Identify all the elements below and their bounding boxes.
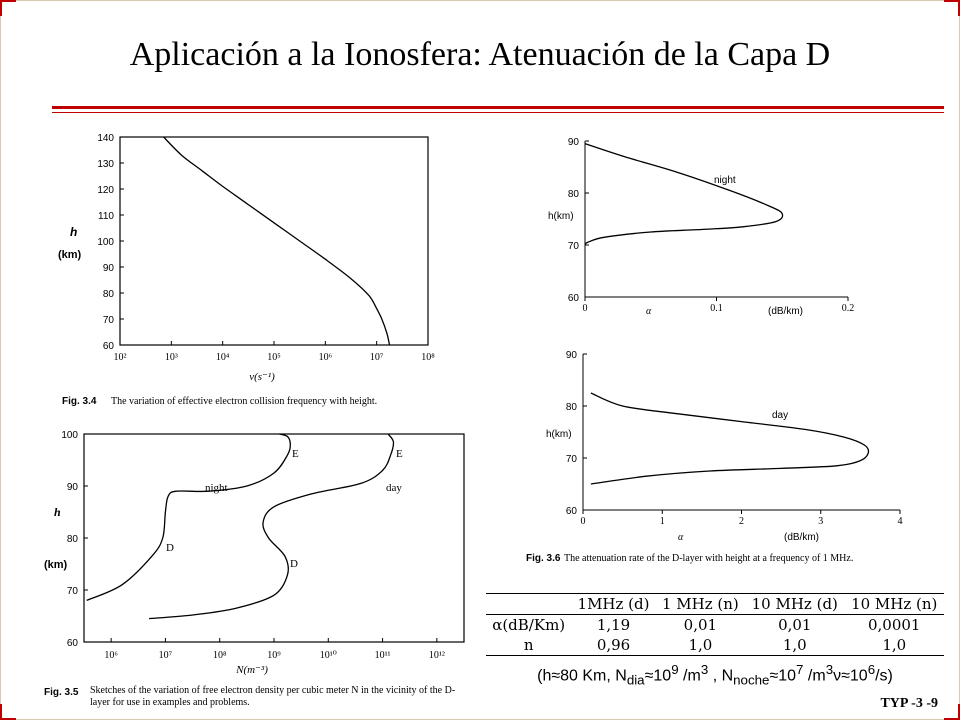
fig35-label-D-left: D — [166, 542, 174, 554]
fig34-y-tick-label: 90 — [102, 263, 114, 274]
table-cell: 0,96 — [571, 635, 655, 656]
fig35-y-tick-label: 70 — [66, 586, 78, 597]
fig34-y-tick-label: 100 — [97, 237, 114, 248]
note-part: ≈10 — [644, 667, 672, 685]
fig36d-series-day-line — [591, 393, 869, 484]
fig35-series-night-line — [87, 434, 291, 600]
note-part: (h≈80 Km, N — [537, 667, 627, 685]
fig35-y-tick-label: 80 — [66, 534, 78, 545]
fig35-plot-frame — [84, 434, 464, 642]
fig34-xlabel: ν(s⁻¹) — [249, 371, 275, 383]
note-sub: noche — [733, 672, 770, 688]
fig35-ylabel: h — [54, 505, 61, 519]
fig34-x-tick-label: 10² — [113, 352, 127, 363]
fig36n-y-tick-label: 90 — [567, 137, 579, 148]
fig34-x-tick-label: 10⁸ — [421, 352, 435, 363]
fig35-y-tick-label: 100 — [61, 430, 78, 441]
fig34-y-tick-label: 70 — [102, 315, 114, 326]
note-sup: 7 — [796, 662, 804, 677]
fig36n-series-label: night — [714, 175, 736, 186]
fig34-y-tick-label: 140 — [97, 133, 114, 144]
fig34-y-tick-label: 80 — [102, 289, 114, 300]
fig35-xlabel: N(m⁻³) — [236, 664, 268, 676]
note-part: , N — [708, 667, 734, 685]
fig34-ylabel-unit: (km) — [58, 249, 82, 261]
fig36n-xlabel: α — [646, 306, 652, 317]
fig-3-4-chart — [40, 122, 460, 412]
fig35-series-day-line — [149, 434, 393, 619]
title-rule — [52, 106, 944, 109]
attenuation-table — [486, 593, 944, 656]
fig34-x-tick-label: 10⁷ — [369, 352, 384, 363]
fig36d-ylabel: h(km) — [546, 429, 572, 440]
table-cell: 0,01 — [683, 616, 718, 634]
fig35-y-tick-label: 60 — [66, 638, 78, 649]
fig36d-y-tick-label: 70 — [565, 454, 577, 465]
fig-3-6-day-chart — [520, 340, 950, 572]
fig34-caption: The variation of effective electron collision frequency with height. — [111, 396, 378, 407]
page-number: TYP -3 -9 — [880, 696, 938, 711]
fig36d-x-tick-label: 4 — [897, 516, 903, 527]
note-part: /m — [678, 667, 701, 685]
fig36n-ylabel: h(km) — [548, 211, 574, 222]
table-header-cell: 1 MHz (n) — [656, 594, 745, 615]
table-cell: α(dB/Km) — [492, 616, 566, 634]
table-header-cell: 10 MHz (d) — [745, 594, 844, 615]
fig34-plot-frame — [120, 137, 428, 345]
fig36d-xunit: (dB/km) — [784, 532, 819, 543]
slide-title: Aplicación a la Ionosfera: Atenuación de la Capa D — [129, 36, 831, 73]
fig34-y-tick-label: 110 — [98, 211, 114, 222]
table-cell: n — [486, 635, 571, 656]
fig36d-y-tick-label: 60 — [565, 506, 577, 517]
fig35-x-tick-label: 10⁶ — [104, 650, 118, 661]
fig36n-y-tick-label: 70 — [567, 241, 579, 252]
fig36n-y-tick-label: 60 — [567, 293, 579, 304]
fig36d-series-label: day — [772, 410, 789, 421]
note-sup: 9 — [671, 662, 679, 677]
fig35-x-tick-label: 10¹² — [428, 650, 445, 661]
fig36d-x-tick-label: 2 — [739, 516, 744, 527]
fig36-caption: The attenuation rate of the D-layer with height at a frequency of 1 MHz. — [564, 553, 854, 564]
note-sup: 6 — [867, 662, 876, 677]
fig35-x-tick-label: 10⁹ — [267, 650, 281, 661]
fig34-ylabel: h — [70, 225, 78, 239]
table-header-row — [486, 594, 944, 615]
table-row — [486, 615, 944, 636]
note-sup: 3 — [825, 662, 834, 677]
fig36n-y-tick-label: 80 — [567, 189, 579, 200]
corner-mark-tl — [0, 0, 16, 16]
table-header-cell: 1MHz (d) — [571, 594, 655, 615]
fig35-label-D-right: D — [290, 558, 298, 570]
table-cell: 1,0 — [656, 635, 745, 656]
fig36d-y-tick-label: 80 — [565, 402, 577, 413]
fig35-x-tick-label: 10¹⁰ — [319, 650, 337, 661]
table-cell: 0,0001 — [867, 616, 921, 634]
fig34-x-tick-label: 10⁶ — [318, 352, 333, 363]
note-part: ν≈10 — [833, 667, 868, 685]
table-cell: 1,19 — [596, 616, 631, 634]
fig34-y-tick-label: 120 — [97, 185, 114, 196]
fig36n-x-tick-label: 0.1 — [710, 303, 723, 314]
fig35-x-tick-label: 10⁸ — [212, 650, 227, 661]
fig35-x-tick-label: 10⁷ — [158, 650, 173, 661]
fig34-caption-label: Fig. 3.4 — [62, 396, 97, 407]
fig34-x-tick-label: 10⁴ — [215, 352, 230, 363]
fig36d-x-tick-label: 1 — [659, 516, 665, 527]
note-part: ≈10 — [769, 667, 797, 685]
table-header-cell: 10 MHz (n) — [844, 594, 944, 615]
fig35-x-tick-label: 10¹¹ — [374, 650, 391, 661]
note-part: /s) — [875, 667, 893, 685]
note-part: /m — [803, 667, 826, 685]
note-sup: 3 — [700, 662, 709, 677]
fig34-x-tick-label: 10³ — [164, 352, 178, 363]
title-rule-thin — [52, 112, 944, 113]
table-header-cell — [486, 594, 571, 615]
table-cell: 0,01 — [778, 616, 812, 634]
table-row — [486, 635, 944, 656]
corner-mark-bl — [0, 704, 16, 720]
fig36n-series-night-line — [585, 144, 783, 245]
fig35-ylabel-unit: (km) — [44, 559, 68, 571]
fig35-y-tick-label: 90 — [66, 482, 78, 493]
corner-mark-tr — [944, 0, 960, 16]
fig34-series-h-line — [164, 137, 390, 345]
fig36n-x-tick-label: 0 — [582, 303, 588, 314]
fig34-x-tick-label: 10⁵ — [267, 352, 281, 363]
fig34-y-tick-label: 130 — [97, 159, 114, 170]
fig34-y-tick-label: 60 — [102, 341, 114, 352]
conditions-note — [486, 662, 944, 688]
fig35-caption-label: Fig. 3.5 — [44, 687, 79, 698]
table-cell: 1,0 — [745, 635, 844, 656]
fig36d-xlabel: α — [678, 532, 684, 543]
note-sub: dia — [626, 672, 645, 688]
fig-3-6-night-chart — [540, 125, 870, 325]
fig36d-x-tick-label: 0 — [580, 516, 586, 527]
fig36d-y-tick-label: 90 — [565, 350, 577, 361]
table-cell: 1,0 — [844, 635, 944, 656]
fig36-caption-label: Fig. 3.6 — [526, 553, 561, 564]
corner-mark-br — [944, 704, 960, 720]
fig-3-5-chart — [40, 424, 470, 716]
fig36n-x-tick-label: 0.2 — [841, 303, 855, 314]
fig35-label-day: day — [386, 482, 402, 494]
fig36n-xunit: (dB/km) — [768, 306, 803, 317]
fig35-label-E-right: E — [396, 448, 403, 460]
fig35-caption: Sketches of the variation of free electron density per cubic meter N in the vicinity of the D-layer for use in examples and problems. — [90, 685, 456, 708]
fig35-label-night: night — [205, 482, 228, 494]
fig36d-x-tick-label: 3 — [818, 516, 824, 527]
fig35-label-E-left: E — [292, 448, 299, 460]
